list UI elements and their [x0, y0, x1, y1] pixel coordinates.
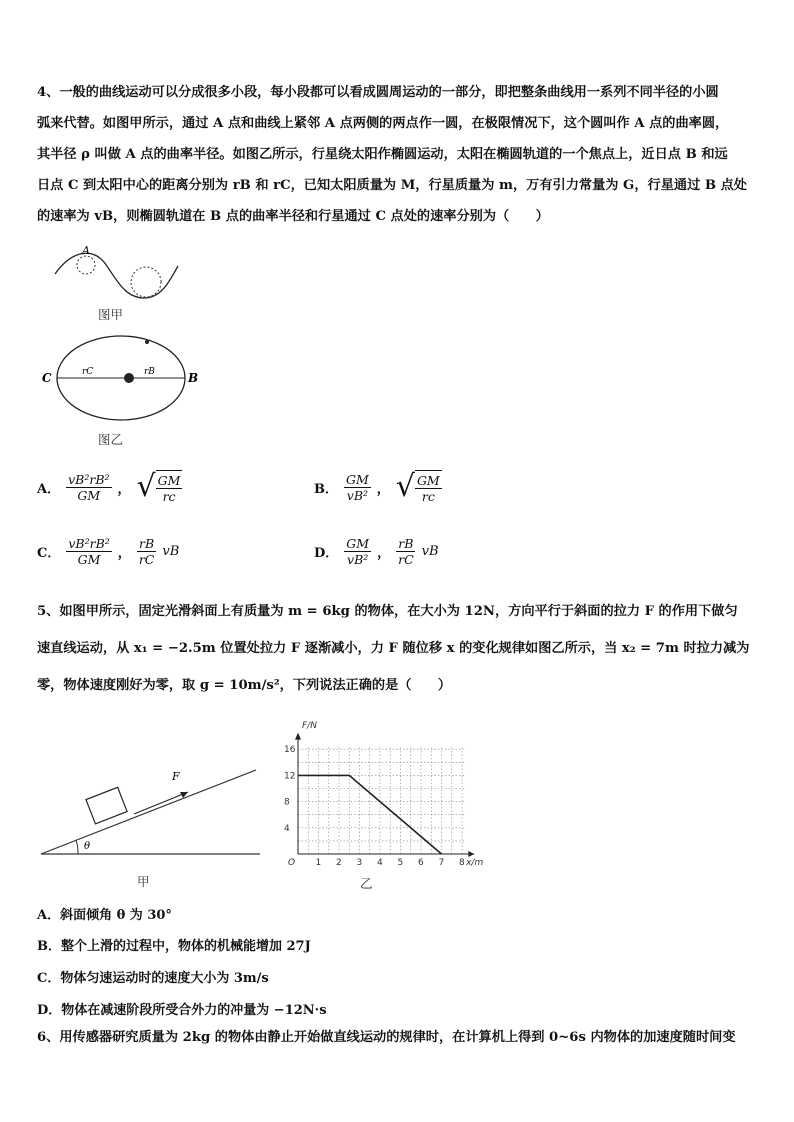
denominator: rc	[162, 489, 176, 504]
q5-option-a[interactable]: A．斜面倾角 θ 为 30°	[37, 908, 172, 923]
q4-line: 其半径 ρ 叫做 A 点的曲率半径。如图乙所示，行星绕太阳作椭圆运动，太阳在椭圆轨道的一个焦点上，近日点 B 和远	[37, 147, 728, 162]
block	[86, 787, 127, 824]
y-axis-label: F/N	[302, 721, 317, 731]
x-tick-label: 1	[315, 858, 322, 868]
q4-option-d[interactable]	[314, 536, 439, 567]
force-label: F	[172, 770, 180, 783]
curvature-circle-b	[131, 267, 161, 297]
label-b: B	[188, 371, 199, 385]
sine-curve	[55, 253, 178, 298]
q4-line: 弧来代替。如图甲所示，通过 A 点和曲线上紧邻 A 点两侧的两点作一圆，在极限情况下，这个圆叫作 A 点的曲率圆，	[37, 116, 729, 131]
separator: ，	[117, 546, 131, 561]
numerator: GM	[416, 473, 440, 488]
origin-label: O	[288, 858, 296, 868]
q5-option-c[interactable]: C．物体匀速运动时的速度大小为 3m/s	[37, 971, 269, 986]
y-tick-label: 8	[284, 797, 290, 808]
chart-caption: 乙	[360, 876, 373, 891]
separator: ，	[377, 546, 391, 561]
numerator: GM	[346, 536, 370, 551]
incline-figure	[38, 760, 263, 860]
option-letter: A．	[37, 481, 61, 497]
q4-line: 4、一般的曲线运动可以分成很多小段，每小段都可以看成圆周运动的一部分，即把整条曲线用一系列不同半径的小圆	[37, 85, 719, 100]
question-5-text	[37, 593, 761, 704]
q6-line: 6、用传感器研究质量为 2kg 的物体由静止开始做直线运动的规律时，在计算机上得到 0~6s 内物体的加速度随时间变	[37, 1030, 736, 1045]
velocity-term: vB	[421, 544, 439, 559]
velocity-term: vB	[162, 544, 180, 559]
fraction	[66, 472, 111, 503]
option-letter: C．	[37, 546, 61, 561]
q5-line: 零，物体速度刚好为零，取 g = 10m/s²，下列说法正确的是（ ）	[37, 678, 452, 693]
curvature-circle-a	[77, 256, 95, 274]
figure-jia-caption: 图甲	[98, 307, 124, 322]
q4-option-b[interactable]	[314, 470, 442, 504]
q4-option-c[interactable]	[37, 536, 179, 567]
x-tick-label: 3	[356, 858, 363, 868]
separator: ，	[376, 481, 390, 497]
incline-surface	[41, 770, 256, 854]
q4-line: 的速率为 vB，则椭圆轨道在 B 点的曲率半径和行星通过 C 点处的速率分别为（ ）	[37, 209, 549, 224]
y-tick-label: 4	[284, 823, 290, 834]
q5-option-d[interactable]: D．物体在减速阶段所受合外力的冲量为 −12N·s	[37, 1003, 327, 1018]
x-tick-label: 4	[377, 858, 383, 868]
incline-caption: 甲	[137, 874, 150, 889]
y-tick-label: 16	[284, 745, 296, 756]
separator: ，	[117, 481, 131, 497]
numerator: rB	[139, 536, 155, 551]
figure-yi-caption: 图乙	[98, 432, 124, 447]
option-letter: D．	[314, 546, 339, 561]
denominator: GM	[77, 552, 101, 567]
force-displacement-chart	[276, 718, 508, 870]
denominator: GM	[77, 487, 101, 503]
question-6-text	[37, 1022, 761, 1053]
fraction	[396, 536, 416, 567]
denominator: rc	[421, 489, 435, 504]
q5-option-b[interactable]: B．整个上滑的过程中，物体的机械能增加 27J	[37, 939, 311, 954]
q4-line: 日点 C 到太阳中心的距离分别为 rB 和 rC，已知太阳质量为 M，行星质量为 m，万有引力常量为 G，行星通过 B 点处	[37, 178, 747, 193]
q4-option-a[interactable]	[37, 470, 182, 504]
y-tick-label: 12	[284, 771, 296, 782]
question-4-text	[37, 77, 761, 232]
fraction	[344, 536, 371, 567]
numerator: vB²rB²	[68, 536, 110, 551]
x-tick-label: 2	[336, 858, 342, 868]
x-axis-arrowhead	[468, 851, 474, 857]
fraction	[66, 536, 111, 567]
force-arrow	[134, 792, 188, 814]
curvature-figure-jia	[52, 240, 182, 304]
numerator: vB²rB²	[68, 471, 110, 487]
q5-line: 速直线运动，从 x₁ = −2.5m 位置处拉力 F 逐渐减小，力 F 随位移 x 的变化规律如图乙所示，当 x₂ = 7m 时拉力减为	[37, 641, 750, 656]
x-tick-label: 8	[459, 858, 465, 868]
sqrt-expression: √ $\frac{GM}{rc}$	[136, 469, 181, 504]
label-c: C	[42, 371, 52, 385]
denominator: rC	[138, 552, 155, 567]
x-axis-label: x/m	[466, 858, 484, 868]
x-tick-label: 5	[397, 858, 404, 868]
denominator: vB²	[347, 552, 369, 567]
q5-line: 5、如图甲所示，固定光滑斜面上有质量为 m = 6kg 的物体，在大小为 12N，方向平行于斜面的拉力 F 的作用下做匀	[37, 604, 738, 619]
sun-dot	[124, 373, 134, 383]
label-rb: rB	[144, 367, 155, 377]
y-axis-arrowhead	[295, 733, 301, 740]
planet-dot	[145, 340, 149, 344]
sqrt-expression: √ $\frac{GM}{rc}$	[395, 469, 440, 504]
x-tick-label: 6	[418, 858, 424, 868]
option-letter: B．	[314, 481, 338, 497]
angle-arc	[76, 840, 78, 854]
numerator: GM	[157, 473, 181, 488]
angle-label: θ	[84, 841, 91, 852]
denominator: rC	[398, 552, 414, 567]
orbit-figure-yi	[38, 332, 199, 428]
numerator: GM	[346, 471, 369, 487]
fraction	[344, 472, 371, 503]
label-rc: rC	[82, 367, 94, 377]
point-a-label: A	[82, 244, 90, 257]
x-tick-label: 7	[438, 858, 445, 868]
denominator: vB²	[346, 487, 369, 503]
fraction	[137, 536, 157, 567]
numerator: rB	[398, 536, 414, 551]
